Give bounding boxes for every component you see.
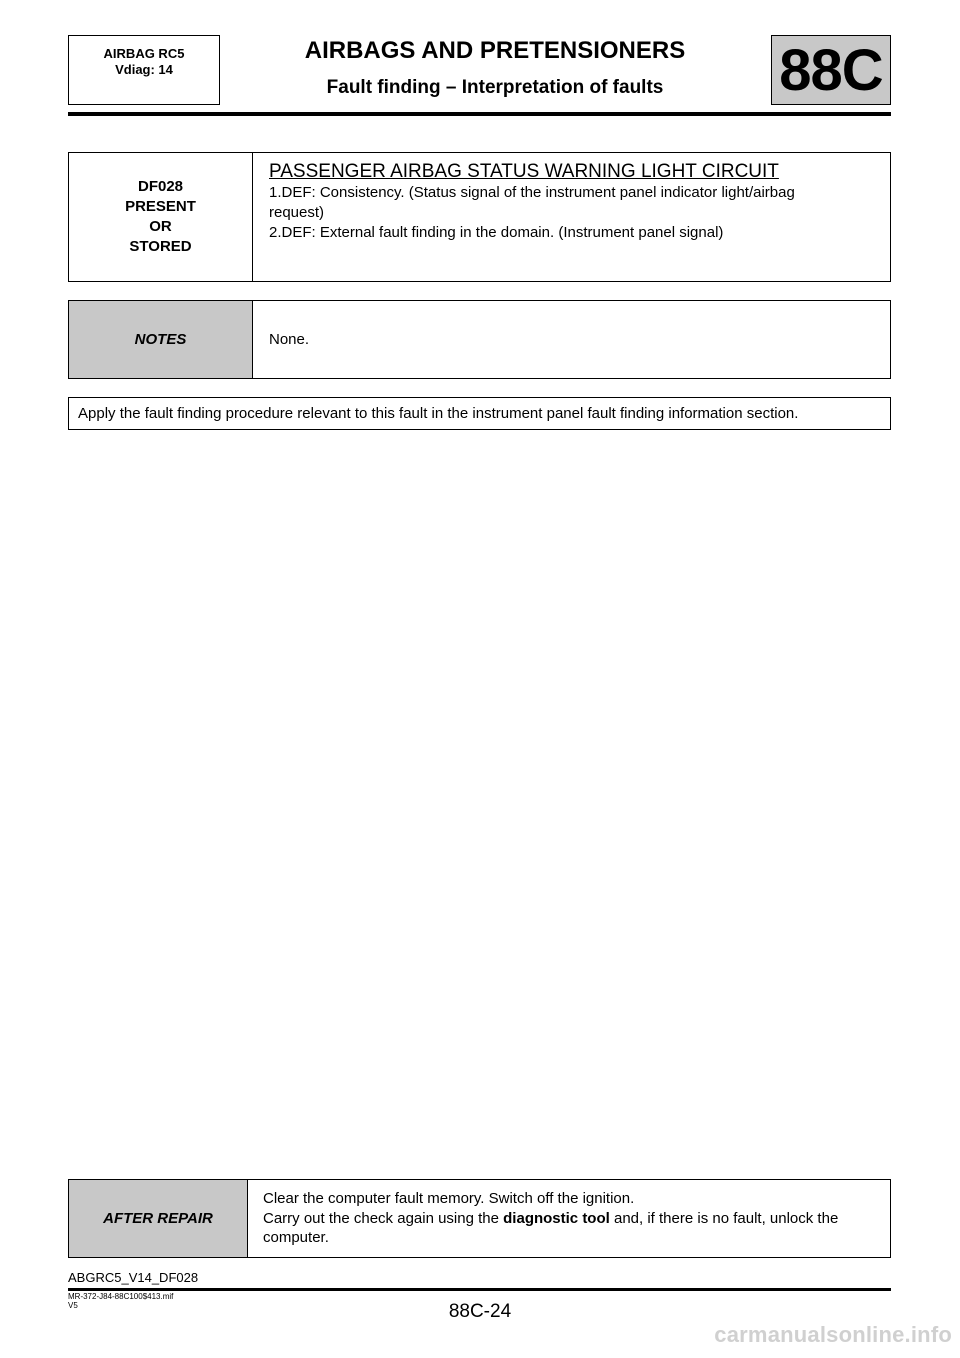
source-file-name: MR-372-J84-88C100$413.mif	[68, 1292, 174, 1301]
vdiag-version: Vdiag: 14	[115, 62, 173, 77]
footer-divider	[68, 1288, 891, 1291]
after-repair-text	[248, 1180, 890, 1257]
system-model: AIRBAG RC5	[103, 46, 185, 61]
after-repair-label: AFTER REPAIR	[69, 1180, 248, 1257]
after-repair-line2	[263, 1209, 878, 1229]
fault-def1-line1: 1.DEF: Consistency. (Status signal of the instrument panel indicator light/airbag	[269, 184, 795, 201]
diagnostic-tool-emphasis: diagnostic tool	[503, 1209, 610, 1227]
page-subtitle: Fault finding – Interpretation of faults	[326, 77, 664, 98]
fault-description-cell	[253, 153, 890, 281]
fault-status-cell	[69, 153, 253, 281]
notes-label: NOTES	[69, 301, 253, 378]
fault-code: DF028	[137, 178, 184, 195]
after-repair-line2-end: and, if there is no fault, unlock the	[609, 1209, 839, 1227]
fault-status-stored: STORED	[129, 238, 192, 255]
document-version: V5	[68, 1301, 78, 1310]
fault-status-or: OR	[149, 218, 172, 235]
page-title: AIRBAGS AND PRETENSIONERS	[304, 37, 686, 64]
fault-box	[68, 152, 891, 282]
document-reference: ABGRC5_V14_DF028	[68, 1270, 199, 1285]
section-code-badge: 88C	[771, 35, 891, 105]
page-number: 88C-24	[448, 1301, 512, 1322]
fault-title: PASSENGER AIRBAG STATUS WARNING LIGHT CIRCUIT	[269, 161, 779, 182]
vehicle-system-box	[68, 35, 220, 105]
fault-def1-line2: request)	[269, 204, 325, 221]
procedure-instruction: Apply the fault finding procedure relevant to this fault in the instrument panel fault finding information section.	[68, 397, 891, 430]
site-watermark: carmanualsonline.info	[714, 1322, 952, 1347]
header-divider	[68, 112, 891, 116]
notes-box	[68, 300, 891, 379]
after-repair-line1: Clear the computer fault memory. Switch off the ignition.	[263, 1190, 635, 1207]
notes-text: None.	[269, 331, 310, 348]
after-repair-box	[68, 1179, 891, 1258]
fault-def2: 2.DEF: External fault finding in the domain. (Instrument panel signal)	[269, 224, 724, 241]
fault-status-present: PRESENT	[125, 198, 196, 215]
after-repair-line3: computer.	[263, 1229, 329, 1246]
after-repair-line2-start: Carry out the check again using the	[263, 1209, 504, 1227]
